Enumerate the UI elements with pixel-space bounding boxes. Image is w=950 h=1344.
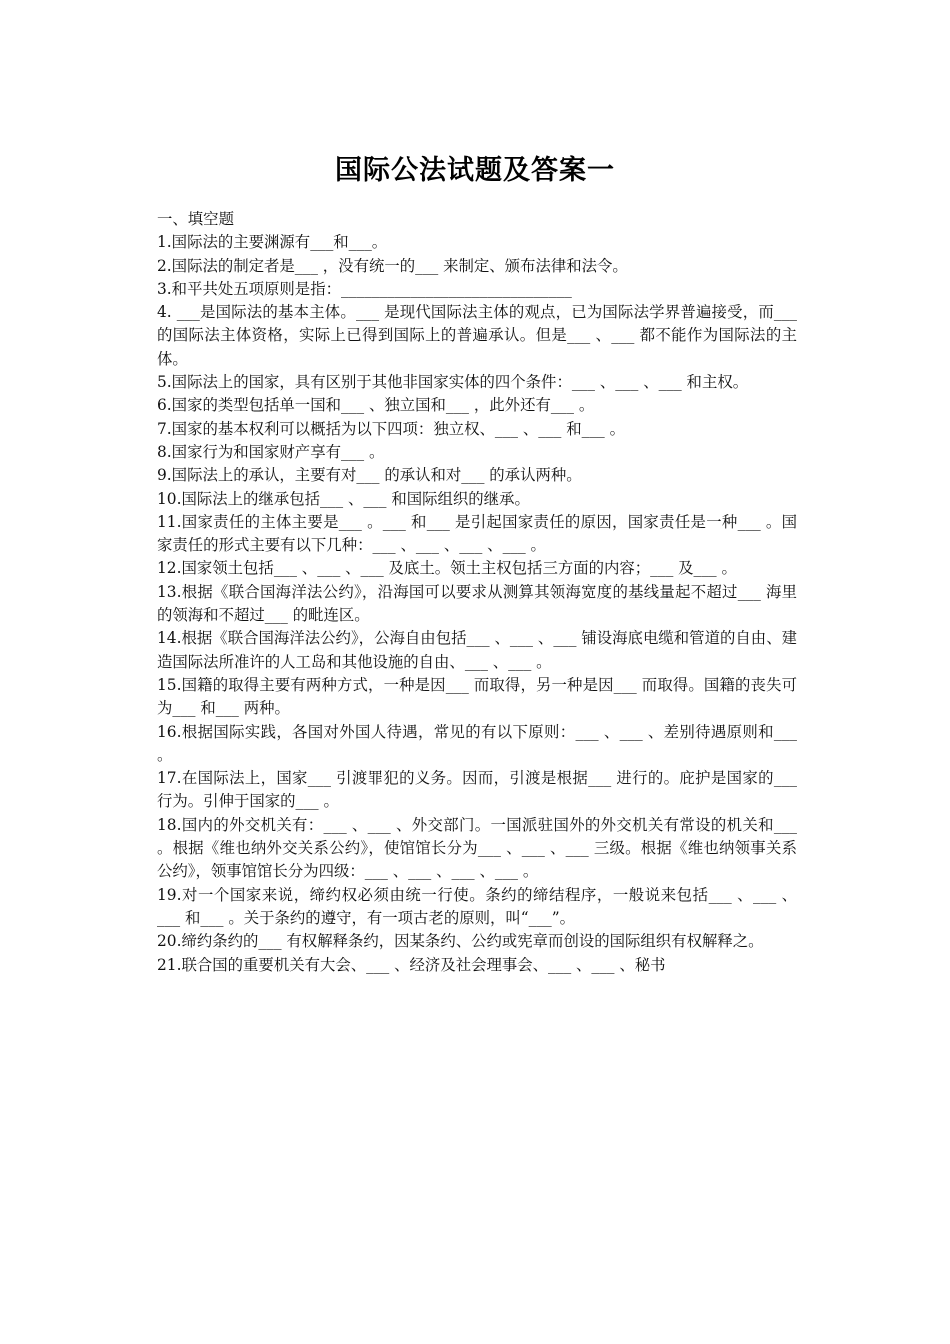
- question-4: 4. ___是国际法的基本主体。___ 是现代国际法主体的观点，已为国际法学界普遍接受，而___ 的国际法主体资格，实际上已得到国际上的普遍承认。但是___ 、___ 都不能作为国际法的主体。: [157, 303, 797, 368]
- question-15: 15.国籍的取得主要有两种方式，一种是因___ 而取得，另一种是因___ 而取得。国籍的丧失可为___ 和___ 两种。: [157, 675, 797, 718]
- question-3: 3.和平共处五项原则是指：______________________________: [157, 279, 572, 298]
- question-6: 6.国家的类型包括单一国和___ 、独立国和___ ，此外还有___ 。: [157, 396, 595, 415]
- question-19: 19.对一个国家来说，缔约权必须由统一行使。条约的缔结程序，一般说来包括___ 、___ 、___ 和___ 。关于条约的遵守，有一项古老的原则，叫“___”。: [157, 885, 797, 927]
- question-list: [157, 208, 797, 977]
- question-21: 21.联合国的重要机关有大会、___ 、经济及社会理事会、___ 、___ 、秘书: [157, 955, 666, 974]
- question-20: 20.缔约条约的___ 有权解释条约，因某条约、公约或宪章而创设的国际组织有权解释之。: [157, 932, 764, 951]
- question-7: 7.国家的基本权利可以概括为以下四项：独立权、___ 、___ 和___ 。: [157, 419, 625, 438]
- question-10: 10.国际法上的继承包括___ 、___ 和国际组织的继承。: [157, 489, 530, 508]
- question-16: 16.根据国际实践，各国对外国人待遇，常见的有以下原则：___ 、___ 、差别待遇原则和___ 。: [157, 722, 797, 764]
- question-17: 17.在国际法上，国家___ 引渡罪犯的义务。因而，引渡是根据___ 进行的。庇护是国家的___ 行为。引伸于国家的___ 。: [157, 769, 797, 811]
- question-1: 1.国际法的主要渊源有___和___。: [157, 233, 388, 252]
- question-13: 13.根据《联合国海洋法公约》，沿海国可以要求从测算其领海宽度的基线量起不超过___ 海里的领海和不超过___ 的毗连区。: [157, 582, 797, 625]
- question-8: 8.国家行为和国家财产享有___ 。: [157, 442, 385, 461]
- question-9: 9.国际法上的承认，主要有对___ 的承认和对___ 的承认两种。: [157, 466, 582, 485]
- question-11: 11.国家责任的主体主要是___ 。___ 和___ 是引起国家责任的原因，国家责任是一种___ 。国家责任的形式主要有以下几种：___ 、___ 、___ 、___ 。: [157, 512, 797, 555]
- question-14: 14.根据《联合国海洋法公约》，公海自由包括___ 、___ 、___ 铺设海底电缆和管道的自由、建造国际法所准许的人工岛和其他设施的自由、___ 、___ 。: [157, 629, 797, 671]
- section-heading: 一、填空题: [157, 210, 234, 228]
- page-title: 国际公法试题及答案一: [335, 155, 615, 186]
- question-18: 18.国内的外交机关有：___ 、___ 、外交部门。一国派驻国外的外交机关有常设的机关和___ 。根据《维也纳外交关系公约》，使馆馆长分为___ 、___ 、___ 三级。根据《维也纳领事关系公约》，领事馆馆长分为四级：___ 、___ 、___ 、___ 。: [157, 815, 797, 881]
- question-12: 12.国家领土包括___ 、___ 、___ 及底土。领土主权包括三方面的内容；___ 及___ 。: [157, 559, 737, 578]
- question-2: 2.国际法的制定者是___ ，没有统一的___ 来制定、颁布法律和法令。: [157, 256, 628, 275]
- question-5: 5.国际法上的国家，具有区别于其他非国家实体的四个条件：___ 、___ 、___ 和主权。: [157, 373, 749, 392]
